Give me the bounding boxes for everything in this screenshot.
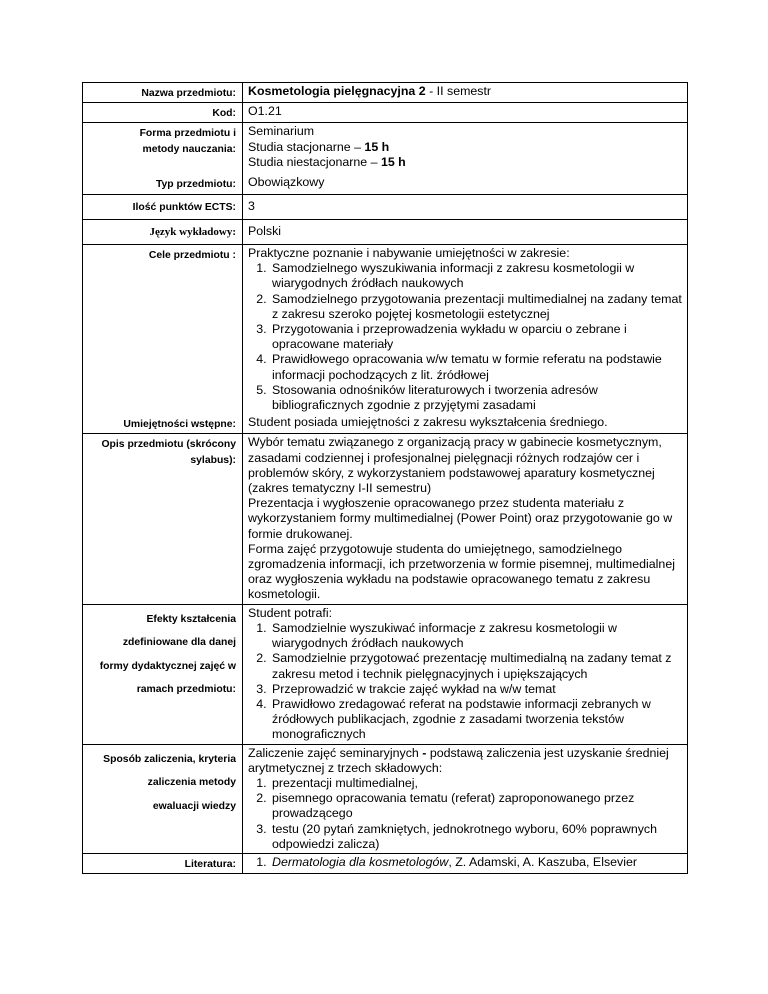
- row-ects: [83, 194, 688, 219]
- course-syllabus-table: [82, 82, 682, 874]
- label-opis: Opis przedmiotu (skrócony sylabus):: [83, 434, 243, 604]
- row-forma: [83, 123, 688, 175]
- label-efekty: Efekty kształcenia zdefiniowane dla danej formy dydaktycznej zajęć w ramach przedmiotu:: [83, 604, 243, 744]
- cele-list: [248, 261, 683, 413]
- row-nazwa: [83, 83, 688, 103]
- list-item: 4. Prawidłowo zredagować referat na podstawie informacji zebranych w źródłowych publikacjach, zgodnie z zasadami tworzenia tekstów monograficznych: [270, 697, 683, 743]
- row-umiejetnosci: [83, 414, 688, 434]
- efekty-intro: Student potrafi:: [248, 605, 333, 620]
- row-cele: [83, 245, 688, 415]
- list-item: 1. Dermatologia dla kosmetologów, Z. Adamski, A. Kaszuba, Elsevier: [270, 855, 683, 870]
- opis-para1: Wybór tematu związanego z organizacją pracy w gabinecie kosmetycznym, zasadami codziennej i profesjonalnej pielęgnacji różnych rodzajów cer i problemów skóry, z wykorzystaniem podstawowej aparatury kosmetycznej (zakres tematyczny I-II semestru): [248, 435, 662, 496]
- sposob-list: [248, 776, 683, 852]
- label-nazwa: Nazwa przedmiotu:: [83, 83, 243, 103]
- value-cele: [243, 245, 688, 415]
- row-efekty: [83, 604, 688, 744]
- forma-line3: Studia niestacjonarne – 15 h: [248, 154, 406, 169]
- efekty-list: [248, 621, 683, 743]
- label-umiejetnosci: Umiejętności wstępne:: [83, 414, 243, 434]
- literatura-list: [248, 855, 683, 870]
- course-semester: - II semestr: [425, 84, 492, 98]
- list-item: 3. testu (20 pytań zamkniętych, jednokrotnego wyboru, 60% poprawnych odpowiedzi zalicza): [270, 822, 683, 852]
- value-ects: 3: [243, 194, 688, 219]
- sposob-intro: Zaliczenie zajęć seminaryjnych - podstawą zaliczenia jest uzyskanie średniej arytmetycznej z trzech składowych:: [248, 745, 669, 775]
- row-sposob: [83, 744, 688, 853]
- forma-line1: Seminarium: [248, 124, 315, 139]
- label-jezyk: Język wykładowy:: [83, 219, 243, 244]
- row-typ: [83, 174, 688, 194]
- list-item: 1. Samodzielnie wyszukiwać informacje z zakresu kosmetologii w wiarygodnych źródłach naukowych: [270, 621, 683, 651]
- course-name: Kosmetologia pielęgnacyjna 2: [248, 84, 426, 98]
- list-item: 1. prezentacji multimedialnej,: [270, 776, 683, 791]
- cele-intro: Praktyczne poznanie i nabywanie umiejętności w zakresie:: [248, 246, 570, 261]
- opis-para3: Forma zajęć przygotowuje studenta do umiejętnego, samodzielnego zgromadzenia informacji, ich przetworzenia w formie pisemnej, multimedialnej oraz wygłoszenia wykładu na podstawie opracowanego tematu z zakresu kosmetologii.: [248, 541, 675, 602]
- list-item: 3. Przygotowania i przeprowadzenia wykładu w oparciu o zebrane i opracowane materiały: [270, 322, 683, 352]
- list-item: 5. Stosowania odnośników literaturowych i tworzenia adresów bibliograficznych zgodnie z przyjętymi zasadami: [270, 383, 683, 413]
- row-jezyk: [83, 219, 688, 244]
- value-opis: [243, 434, 688, 604]
- value-sposob: [243, 744, 688, 853]
- value-jezyk: Polski: [243, 219, 688, 244]
- list-item: 2. Samodzielnie przygotować prezentację multimedialną na zadany temat z zakresu metod i technik pielęgnacyjnych i upiększających: [270, 651, 683, 681]
- value-kod: O1.21: [243, 103, 688, 123]
- label-sposob: Sposób zaliczenia, kryteria zaliczenia metody ewaluacji wiedzy: [83, 744, 243, 853]
- list-item: 2. Samodzielnego przygotowania prezentacji multimedialnej na zadany temat z zakresu szeroko pojętej kosmetologii estetycznej: [270, 292, 683, 322]
- label-literatura: Literatura:: [83, 853, 243, 873]
- opis-para2: Prezentacja i wygłoszenie opracowanego przez studenta materiału z wykorzystaniem formy multimedialnej (Power Point) oraz przygotowanie go w formie drukowanej.: [248, 496, 673, 541]
- label-kod: Kod:: [83, 103, 243, 123]
- row-opis: [83, 434, 688, 604]
- label-typ: Typ przedmiotu:: [83, 174, 243, 194]
- value-literatura: [243, 853, 688, 873]
- label-ects: Ilość punktów ECTS:: [83, 194, 243, 219]
- row-kod: [83, 103, 688, 123]
- value-typ: Obowiązkowy: [243, 174, 688, 194]
- label-forma: Forma przedmiotu i metody nauczania:: [83, 123, 243, 175]
- list-item: 4. Prawidłowego opracowania w/w tematu w formie referatu na podstawie informacji pochodzących z lit. źródłowej: [270, 352, 683, 382]
- row-literatura: [83, 853, 688, 873]
- list-item: 3. Przeprowadzić w trakcie zajęć wykład na w/w temat: [270, 682, 683, 697]
- value-efekty: [243, 604, 688, 744]
- label-cele: Cele przedmiotu :: [83, 245, 243, 415]
- value-forma: [243, 123, 688, 175]
- list-item: 1. Samodzielnego wyszukiwania informacji z zakresu kosmetologii w wiarygodnych źródłach naukowych: [270, 261, 683, 291]
- forma-line2: Studia stacjonarne – 15 h: [248, 139, 390, 154]
- value-umiejetnosci: Student posiada umiejętności z zakresu wykształcenia średniego.: [243, 414, 688, 434]
- list-item: 2. pisemnego opracowania tematu (referat) zaproponowanego przez prowadzącego: [270, 791, 683, 821]
- value-nazwa: [243, 83, 688, 103]
